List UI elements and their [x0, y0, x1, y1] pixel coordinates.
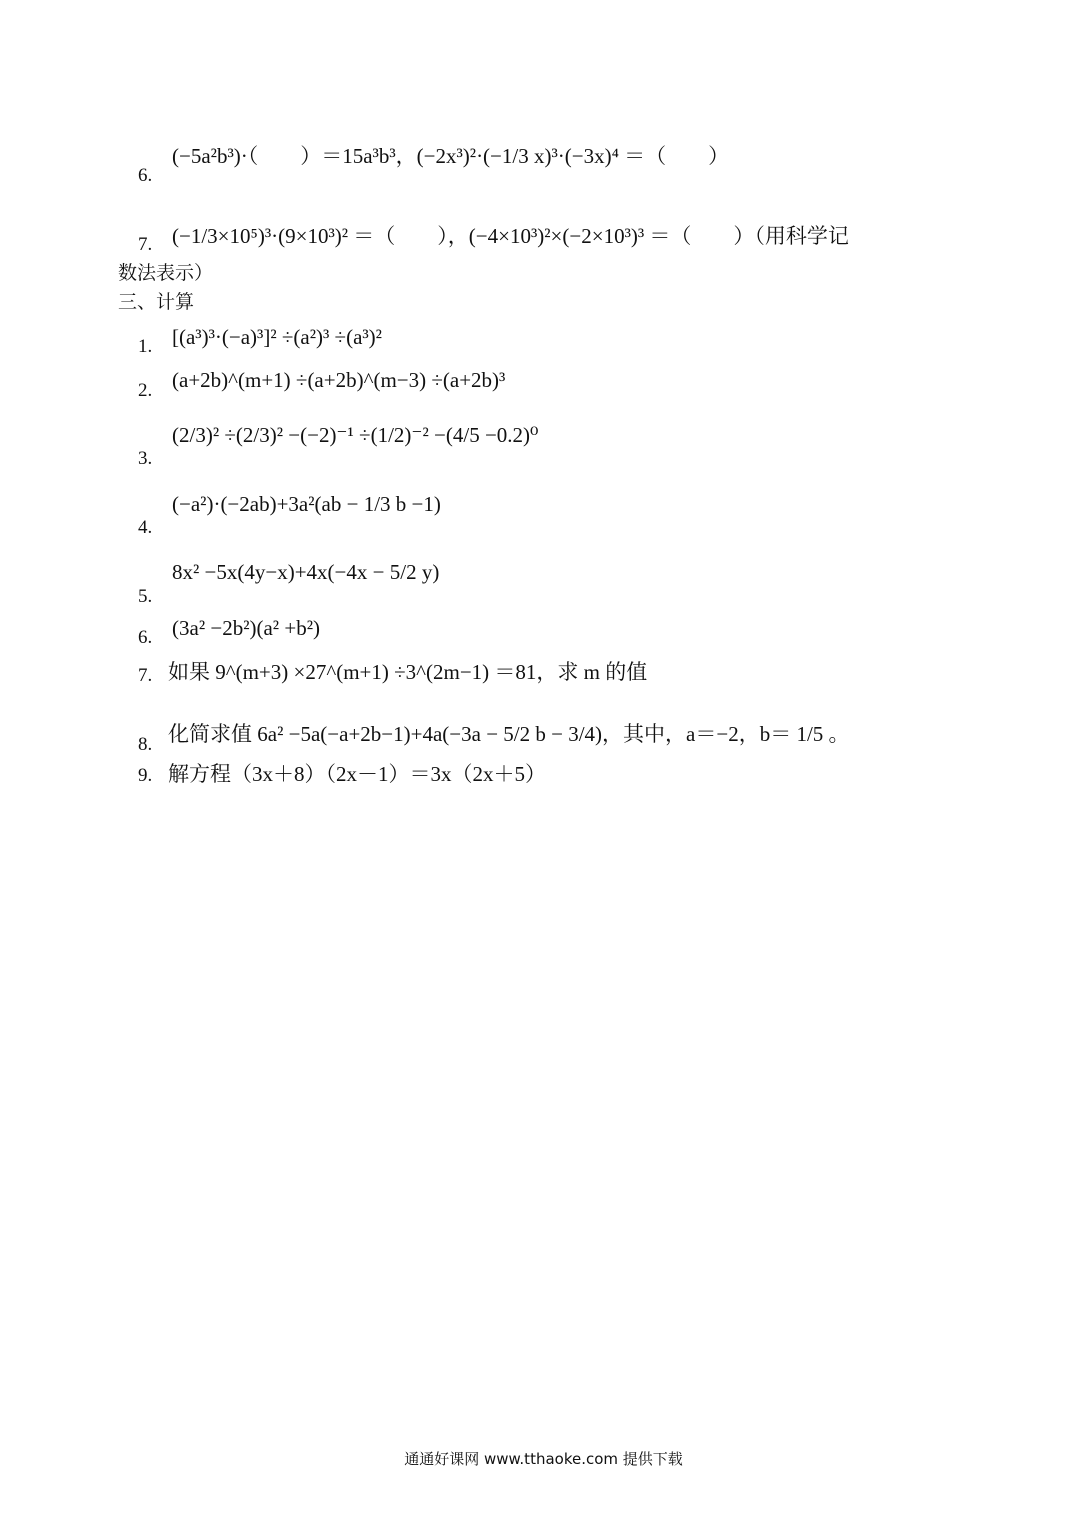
question-number: 7. [138, 665, 153, 686]
page-footer: 通通好课网 www.tthaoke.com 提供下载 [404, 1450, 683, 1468]
question-text: 化简求值 6a² −5a(−a+2b−1)+4a(−3a − 5/2 b − 3/4)，其中，a＝−2，b＝ 1/5 。 [168, 722, 850, 746]
question-line [138, 449, 152, 468]
question-text: 如果 9^(m+3) ×27^(m+1) ÷3^(2m−1) ＝81，求 m 的值 [168, 660, 648, 684]
question-text: (−1/3×10⁵)³·(9×10³)² ＝（ ），(−4×10³)²×(−2×10³)³ ＝（ ）（用科学记 [172, 224, 849, 248]
question-number: 2. [138, 380, 153, 401]
question-number: 6. [138, 627, 153, 648]
question-number: 5. [138, 586, 153, 607]
question-continuation: 数法表示） [118, 262, 214, 284]
question-line [138, 666, 152, 685]
section-heading: 三、计算 [118, 291, 195, 313]
question-number: 9. [138, 765, 153, 786]
question-number: 4. [138, 517, 153, 538]
question-number: 1. [138, 336, 153, 357]
question-text: (2/3)² ÷(2/3)² −(−2)⁻¹ ÷(1/2)⁻² −(4/5 −0.2)⁰ [172, 423, 539, 447]
question-text: 8x² −5x(4y−x)+4x(−4x − 5/2 y) [172, 560, 440, 584]
question-line [138, 766, 152, 785]
question-line [138, 337, 152, 356]
question-text: [(a³)³·(−a)³]² ÷(a²)³ ÷(a³)² [172, 325, 382, 349]
question-number: 6. [138, 165, 153, 186]
question-line [138, 518, 152, 537]
question-text: 解方程（3x＋8）（2x－1）＝3x（2x＋5） [168, 762, 546, 786]
question-number: 3. [138, 448, 153, 469]
question-line [138, 235, 152, 254]
question-line [138, 166, 152, 185]
question-line [138, 381, 152, 400]
question-line [138, 735, 152, 754]
question-text: (−a²)·(−2ab)+3a²(ab − 1/3 b −1) [172, 492, 441, 516]
question-text: (a+2b)^(m+1) ÷(a+2b)^(m−3) ÷(a+2b)³ [172, 368, 506, 392]
question-line [138, 587, 152, 606]
question-line [138, 628, 152, 647]
question-number: 7. [138, 234, 153, 255]
question-text: (−5a²b³)·（ ）＝15a³b³，(−2x³)²·(−1/3 x)³·(−3x)⁴ ＝（ ） [172, 144, 730, 168]
question-text: (3a² −2b²)(a² +b²) [172, 616, 320, 640]
question-number: 8. [138, 734, 153, 755]
